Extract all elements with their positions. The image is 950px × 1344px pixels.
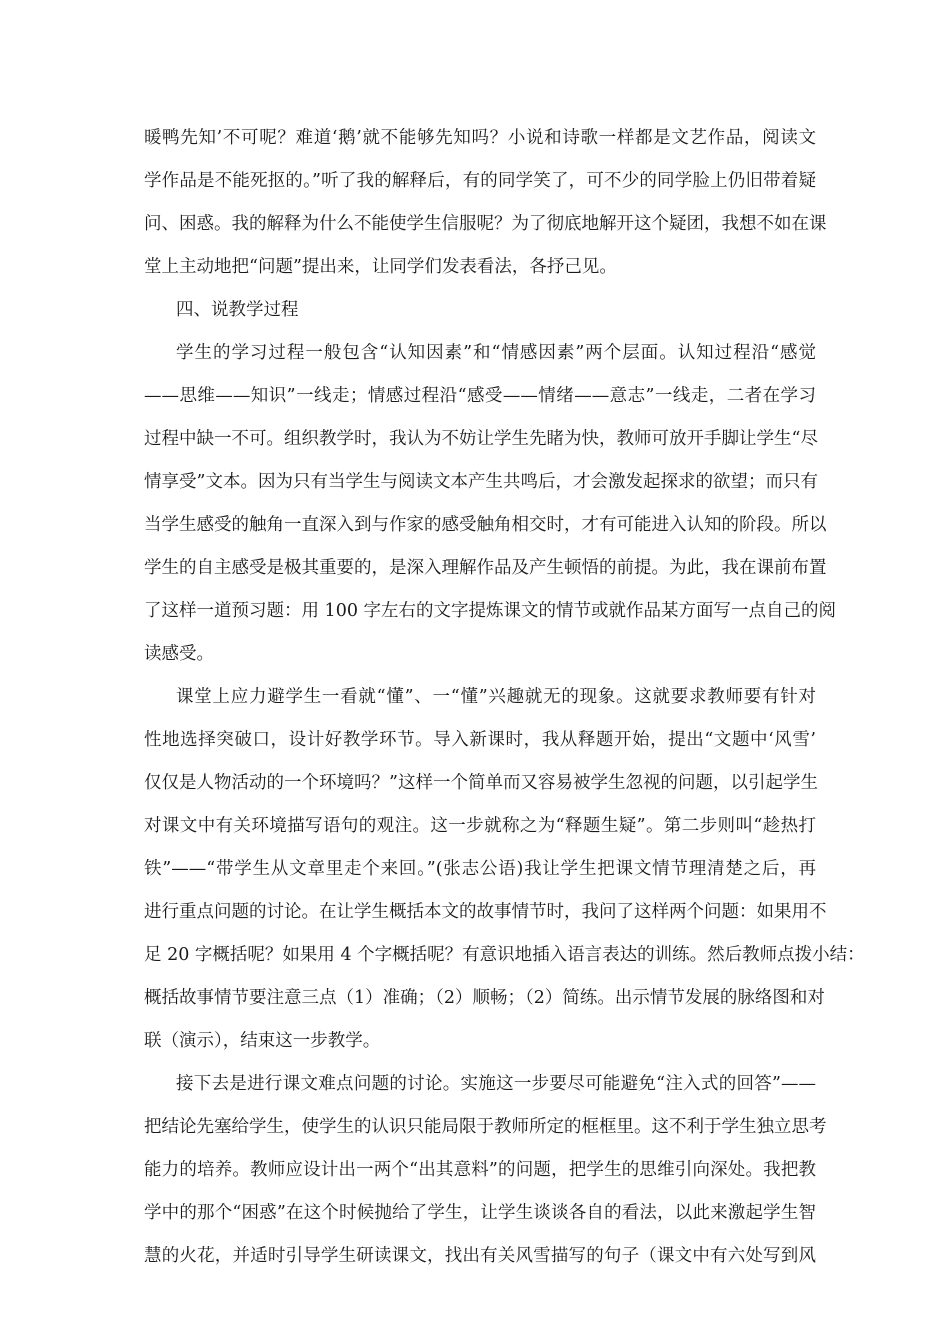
text-line-15: 性地选择突破口，设计好教学环节。导入新课时，我从释题开始，提出“文题中‘风雪’ bbox=[144, 730, 816, 750]
text-line-20: 足 20 字概括呢？如果用 4 个字概括呢？有意识地插入语言表达的训练。然后教师点拨小结： bbox=[144, 945, 865, 965]
text-line-1: 暖鸭先知’不可呢？难道‘鹅’就不能够先知吗？小说和诗歌一样都是文艺作品，阅读文 bbox=[144, 128, 816, 148]
text-line-10: 当学生感受的触角一直深入到与作家的感受触角相交时，才有可能进入认知的阶段。所以 bbox=[144, 515, 827, 535]
text-line-13: 读感受。 bbox=[144, 644, 214, 664]
text-line-11: 学生的自主感受是极其重要的，是深入理解作品及产生顿悟的前提。为此，我在课前布置 bbox=[144, 558, 827, 578]
text-line-26: 学中的那个“困惑”在这个时候抛给了学生，让学生谈谈各自的看法，以此来激起学生智 bbox=[144, 1203, 816, 1223]
text-line-9: 情享受”文本。因为只有当学生与阅读文本产生共鸣后，才会激发起探求的欲望；而只有 bbox=[144, 472, 818, 492]
text-line-23: 接下去是进行课文难点问题的讨论。实施这一步要尽可能避免“注入式的回答”—— bbox=[176, 1074, 816, 1094]
text-line-25: 能力的培养。教师应设计出一两个“出其意料”的问题，把学生的思维引向深处。我把教 bbox=[144, 1160, 816, 1180]
text-line-19: 进行重点问题的讨论。在让学生概括本文的故事情节时，我问了这样两个问题：如果用不 bbox=[144, 902, 827, 922]
text-line-17: 对课文中有关环境描写语句的观注。这一步就称之为“释题生疑”。第二步则叫“趁热打 bbox=[144, 816, 816, 836]
text-line-6: 学生的学习过程一般包含“认知因素”和“情感因素”两个层面。认知过程沿“感觉 bbox=[176, 343, 816, 363]
section-heading: 四、说教学过程 bbox=[176, 300, 299, 320]
text-line-24: 把结论先塞给学生，使学生的认识只能局限于教师所定的框框里。这不利于学生独立思考 bbox=[144, 1117, 827, 1137]
text-line-2: 学作品是不能死抠的。”听了我的解释后，有的同学笑了，可不少的同学脸上仍旧带着疑 bbox=[144, 171, 816, 191]
text-line-18: 铁”——“带学生从文章里走个来回。”(张志公语)我让学生把课文情节理清楚之后，再 bbox=[144, 859, 816, 879]
text-line-7: ——思维——知识”一线走；情感过程沿“感受——情绪——意志”一线走，二者在学习 bbox=[144, 386, 816, 406]
text-line-16: 仅仅是人物活动的一个环境吗？”这样一个简单而又容易被学生忽视的问题，以引起学生 bbox=[144, 773, 818, 793]
text-line-22: 联（演示），结束这一步教学。 bbox=[144, 1031, 381, 1051]
text-line-12: 了这样一道预习题：用 100 字左右的文字提炼课文的情节或就作品某方面写一点自己的阅 bbox=[144, 601, 837, 621]
text-line-27: 慧的火花，并适时引导学生研读课文，找出有关风雪描写的句子（课文中有六处写到风 bbox=[144, 1246, 816, 1266]
text-line-4: 堂上主动地把“问题”提出来，让同学们发表看法，各抒己见。 bbox=[144, 257, 617, 277]
text-line-3: 问、困惑。我的解释为什么不能使学生信服呢？为了彻底地解开这个疑团，我想不如在课 bbox=[144, 214, 827, 234]
text-line-8: 过程中缺一不可。组织教学时，我认为不妨让学生先睹为快，教师可放开手脚让学生“尽 bbox=[144, 429, 818, 449]
text-line-21: 概括故事情节要注意三点（1）准确；（2）顺畅；（2）简练。出示情节发展的脉络图和对 bbox=[144, 988, 825, 1008]
text-line-14: 课堂上应力避学生一看就“懂”、一“懂”兴趣就无的现象。这就要求教师要有针对 bbox=[176, 687, 816, 707]
